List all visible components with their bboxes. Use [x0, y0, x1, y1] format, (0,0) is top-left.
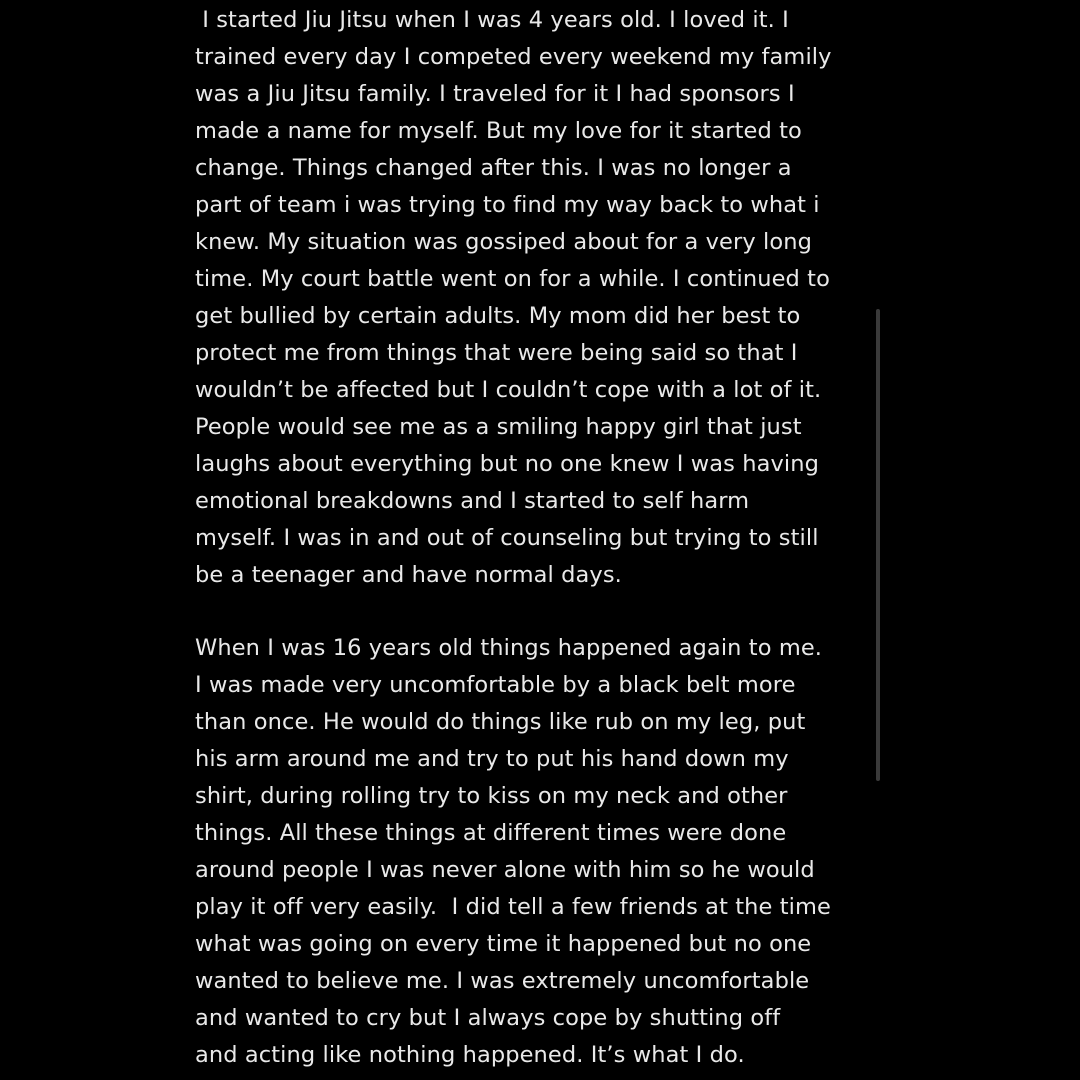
note-line: wouldn’t be affected but I couldn’t cope with a lot of it. — [195, 377, 822, 403]
note-paragraph-1 — [195, 2, 855, 594]
note-line: time. My court battle went on for a while. I continued to — [195, 266, 830, 292]
note-line: wanted to believe me. I was extremely uncomfortable — [195, 968, 810, 994]
note-line: get bullied by certain adults. My mom did her best to — [195, 303, 801, 329]
note-line: and wanted to cry but I always cope by shutting off — [195, 1005, 781, 1031]
note-text-body[interactable] — [195, 2, 855, 1074]
note-line: play it off very easily. I did tell a few friends at the time — [195, 894, 831, 920]
note-line: myself. I was in and out of counseling but trying to still — [195, 525, 819, 551]
note-line: I was made very uncomfortable by a black belt more — [195, 672, 796, 698]
note-line: change. Things changed after this. I was no longer a — [195, 155, 792, 181]
note-line: protect me from things that were being said so that I — [195, 340, 798, 366]
note-line: I started Jiu Jitsu when I was 4 years old. I loved it. I — [195, 7, 789, 33]
note-line: what was going on every time it happened but no one — [195, 931, 812, 957]
note-line: emotional breakdowns and I started to self harm — [195, 488, 750, 514]
note-line: things. All these things at different times were done — [195, 820, 787, 846]
vertical-scrollbar[interactable] — [876, 309, 880, 781]
note-line: laughs about everything but no one knew I was having — [195, 451, 819, 477]
note-line: knew. My situation was gossiped about for a very long — [195, 229, 812, 255]
paragraph-spacer — [195, 594, 855, 630]
note-line: than once. He would do things like rub on my leg, put — [195, 709, 806, 735]
note-line: be a teenager and have normal days. — [195, 562, 622, 588]
note-line: was a Jiu Jitsu family. I traveled for it I had sponsors I — [195, 81, 795, 107]
note-line: around people I was never alone with him so he would — [195, 857, 815, 883]
note-paragraph-2 — [195, 630, 855, 1074]
note-line: shirt, during rolling try to kiss on my neck and other — [195, 783, 788, 809]
note-line: People would see me as a smiling happy girl that just — [195, 414, 802, 440]
note-line: part of team i was trying to find my way back to what i — [195, 192, 820, 218]
note-line: trained every day I competed every weekend my family — [195, 44, 832, 70]
note-line: and acting like nothing happened. It’s what I do. — [195, 1042, 745, 1068]
note-line: When I was 16 years old things happened again to me. — [195, 635, 823, 661]
note-line: made a name for myself. But my love for it started to — [195, 118, 802, 144]
note-line: his arm around me and try to put his hand down my — [195, 746, 789, 772]
